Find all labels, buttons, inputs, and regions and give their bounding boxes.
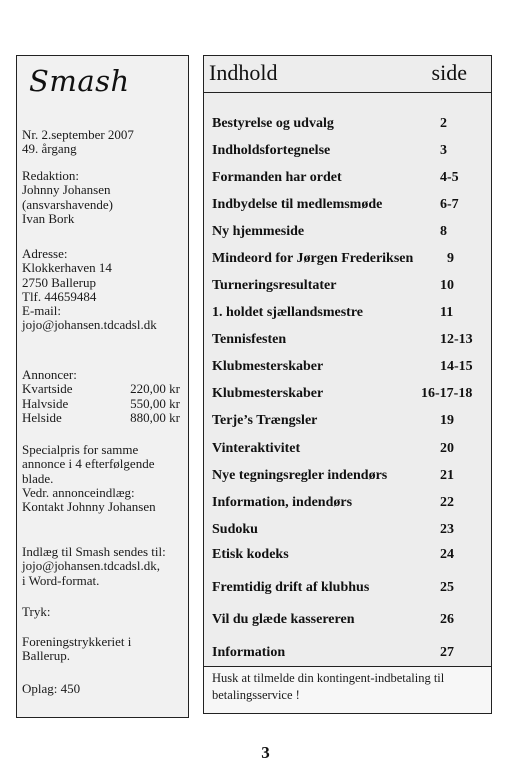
toc-entry-title: Bestyrelse og udvalg [212,116,334,131]
toc-entry-page: 4-5 [440,170,459,185]
colophon-box [16,55,189,718]
toc-entry [204,580,491,600]
ad-size-label: Halvside [22,395,69,411]
toc-entry-title: Klubmesterskaber [212,359,324,374]
toc-entry [204,305,491,325]
toc-entry [204,522,491,542]
volume: 49. årgang [22,141,77,157]
editor-line: (ansvarshavende) [22,196,113,212]
address-line: E-mail: [22,303,61,319]
toc-entry-title: Information [212,645,286,660]
toc-entry-page: 20 [440,441,454,456]
ad-price-row [22,382,180,396]
toc-entry-page: 6-7 [440,197,459,212]
ads-section [22,368,180,425]
toc-entry-title: Turneringsresultater [212,278,337,293]
printer-line: Ballerup. [22,648,71,664]
toc-entry-title: Indbydelse til medlemsmøde [212,197,383,212]
toc-entry-page: 11 [440,305,454,320]
address-heading: Adresse: [22,246,68,261]
smash-logo [23,61,183,105]
toc-entry-title: Formanden har ordet [212,170,342,185]
logo-text: Smash [29,64,130,98]
toc-entry [204,359,491,379]
toc-entry [204,143,491,163]
header-divider [204,92,491,93]
toc-entry-title: Ny hjemmeside [212,224,305,239]
toc-entry-title: Information, indendørs [212,495,353,510]
toc-entry-page: 26 [440,612,454,627]
toc-entry [204,386,491,406]
ad-price-row [22,411,180,425]
toc-entry-title: Klubmesterskaber [212,386,324,401]
toc-header [204,56,491,92]
toc-entry-title: Tennisfesten [212,332,287,347]
toc-entry [204,278,491,298]
toc-entry-title: Nye tegningsregler indendørs [212,468,388,483]
toc-entry [204,495,491,515]
toc-entry [204,645,491,665]
ad-price-row [22,397,180,411]
toc-entry-page: 22 [440,495,454,510]
ad-price: 550,00 kr [130,395,180,411]
submission-info [22,545,166,588]
email-address: jojo@johansen.tdcadsl.dk [22,317,157,333]
special-offer-line: Specialpris for samme [22,442,139,457]
printer-info [22,635,131,664]
toc-entry [204,116,491,136]
toc-entry-title: Indholdsfortegnelse [212,143,331,158]
toc-entry-title: Mindeord for Jørgen Frederiksen [212,251,414,266]
toc-entry [204,332,491,352]
toc-entry-page: 24 [440,547,454,562]
toc-entry-title: Fremtidig drift af klubhus [212,580,370,595]
special-offer [22,443,156,514]
toc-entry [204,224,491,244]
toc-entry-page: 8 [440,224,447,239]
issue-info [22,128,134,157]
page-number: 3 [261,743,270,762]
toc-entry [204,547,491,567]
toc-entry-title: 1. holdet sjællandsmestre [212,305,364,320]
editor-line: Ivan Bork [22,210,75,226]
toc-title: Indhold [209,60,278,85]
special-offer-line: annonce i 4 efterfølgende [22,456,155,472]
special-offer-line: blade. [22,470,54,486]
address-line: Tlf. 44659484 [22,288,97,304]
ad-size-label: Helside [22,409,62,425]
ad-contact-line: Kontakt Johnny Johansen [22,499,156,515]
editor-line: Johnny Johansen [22,182,111,198]
toc-entry [204,441,491,461]
toc-entry-page: 9 [447,251,454,266]
print-heading: Tryk: [22,604,51,619]
toc-entry-page: 27 [440,645,454,660]
toc-entry-page: 19 [440,413,454,428]
ad-contact-line: Vedr. annonceindlæg: [22,484,135,500]
printer-line: Foreningstrykkeriet i [22,634,132,649]
toc-entry-page: 23 [440,522,454,537]
toc-entry-title: Etisk kodeks [212,547,289,562]
toc-entry-page: 3 [440,143,447,158]
ads-heading: Annoncer: [22,367,77,382]
submission-line: i Word-format. [22,572,100,588]
address-line: Klokkerhaven 14 [22,260,112,276]
toc-entry-page: 25 [440,580,454,595]
circulation: Oplag: 450 [22,681,81,696]
issue-number: Nr. 2.september 2007 [22,127,134,142]
toc-entry-title: Terje’s Trængsler [212,413,318,428]
toc-entry-page: 21 [440,468,454,483]
toc-entry-title: Vil du glæde kassereren [212,612,355,627]
address-line: 2750 Ballerup [22,274,97,290]
toc-entry-page: 16-17-18 [421,386,473,401]
toc-entry [204,612,491,632]
toc-entry [204,468,491,488]
toc-page-heading: side [431,60,467,85]
ad-price: 880,00 kr [130,409,180,425]
submission-line: Indlæg til Smash sendes til: [22,544,166,559]
payment-reminder: Husk at tilmelde din kontingent-indbetaling til betalingsservice ! [204,666,491,713]
ad-size-label: Kvartside [22,381,73,397]
editorial-heading: Redaktion: [22,168,80,183]
toc-entry-page: 2 [440,116,447,131]
toc-entry-title: Sudoku [212,522,258,537]
address-section [22,247,157,333]
toc-entry [204,251,491,271]
toc-entry-page: 14-15 [440,359,473,374]
editorial-section [22,169,113,226]
toc-entry-title: Vinteraktivitet [212,441,301,456]
toc-entry-page: 10 [440,278,454,293]
ad-price: 220,00 kr [130,381,180,397]
toc-entry [204,197,491,217]
table-of-contents [203,55,492,714]
submission-email: jojo@johansen.tdcadsl.dk, [22,558,160,574]
toc-entry [204,170,491,190]
toc-entry [204,413,491,433]
toc-entry-page: 12-13 [440,332,473,347]
